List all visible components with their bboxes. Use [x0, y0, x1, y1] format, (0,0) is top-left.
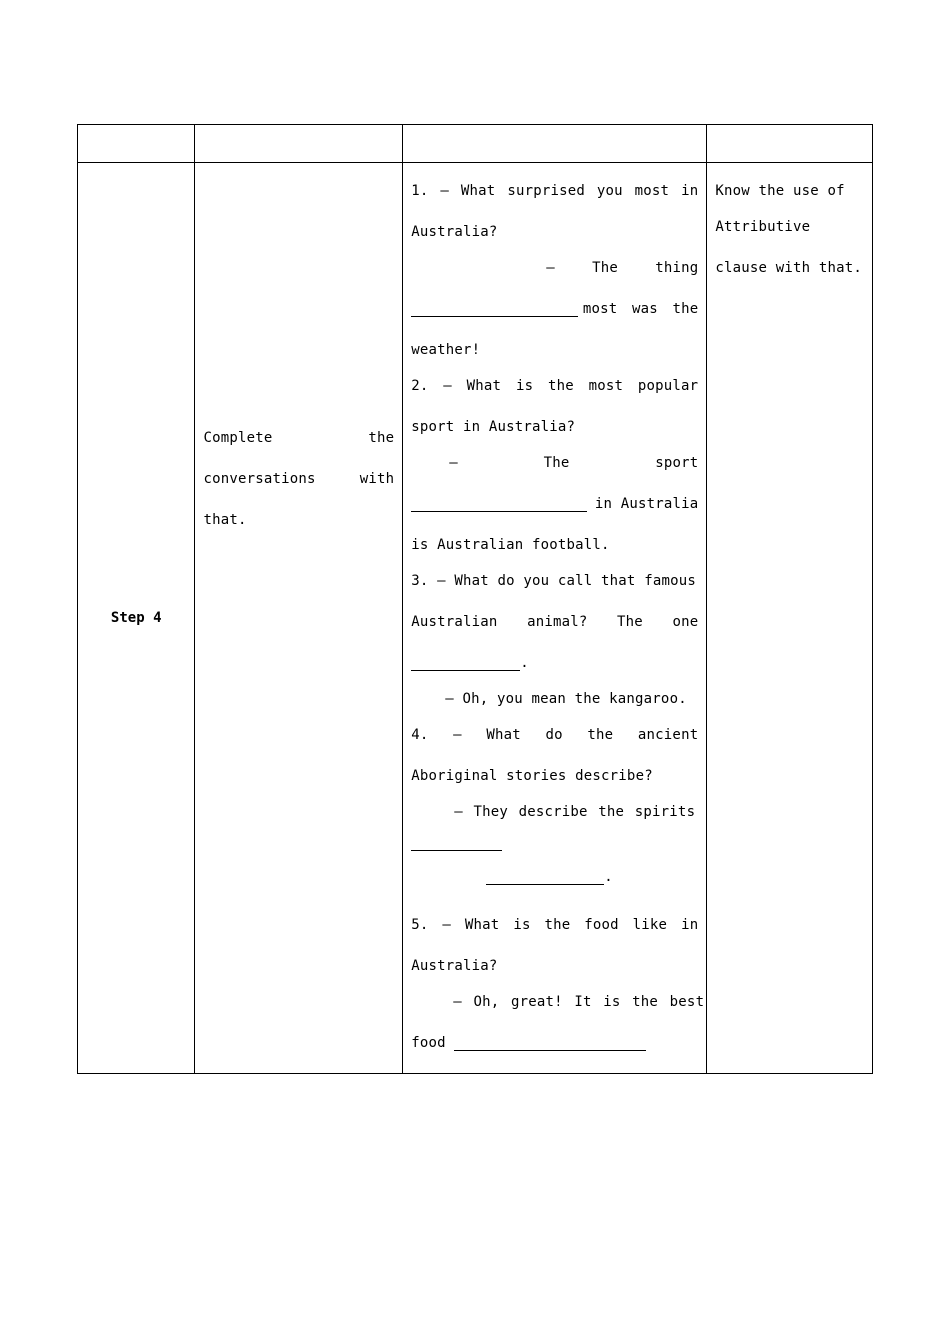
q5-line-1 [411, 917, 698, 933]
activity-word: the [368, 430, 395, 446]
exercise-word: 1. [411, 183, 429, 199]
q1-line-3 [546, 260, 698, 276]
activity-word: with [359, 471, 395, 487]
exercise-word: — [442, 917, 452, 933]
q3-line-1: 3. — What do you call that famous [411, 573, 696, 589]
exercise-word: thing [655, 260, 699, 276]
q1-line-4 [411, 301, 698, 317]
exercise-word: the [547, 378, 574, 394]
q4-line-1 [411, 727, 698, 743]
q1-line-1 [411, 183, 698, 199]
q3-line-4: — Oh, you mean the kangaroo. [445, 691, 687, 707]
activity-text [203, 430, 394, 553]
exercise-word: — [440, 183, 450, 199]
exercise-word: food [584, 917, 619, 933]
activity-cell [195, 163, 403, 1074]
exercise-word: Australian [411, 614, 498, 630]
q4-tail: . [604, 869, 613, 885]
purpose-line: Attributive [715, 219, 811, 235]
q2-line-3 [449, 455, 698, 471]
q4-line-5 [486, 869, 698, 885]
exercise-word: most [588, 378, 624, 394]
header-row [78, 125, 873, 163]
exercise-word: one [672, 614, 699, 630]
lesson-plan-table [77, 124, 873, 1074]
exercise-word: 4. [411, 727, 429, 743]
q3-line-3 [411, 655, 698, 671]
q3-tail: . [520, 655, 529, 671]
header-cell-purpose [707, 125, 873, 163]
exercise-word: What [464, 917, 500, 933]
exercise-word: — [449, 455, 458, 471]
q1-tail: most was the [582, 301, 699, 317]
purpose-cell [707, 163, 873, 1074]
exercise-word: popular [637, 378, 699, 394]
answer-blank[interactable] [454, 1035, 646, 1051]
exercise-word: surprised [507, 183, 585, 199]
step-label: Step 4 [78, 163, 195, 1074]
purpose-line: Know the use of [715, 183, 845, 199]
q4-line-4 [411, 835, 698, 851]
q1-line-2: Australia? [411, 224, 498, 240]
header-cell-step [78, 125, 195, 163]
exercise-word: in [681, 917, 699, 933]
exercise-word: most [634, 183, 670, 199]
q5-head: food [411, 1035, 446, 1051]
activity-word: that. [203, 512, 247, 528]
answer-blank[interactable] [411, 301, 578, 317]
answer-blank[interactable] [411, 655, 520, 671]
answer-blank[interactable] [411, 835, 502, 851]
content-cell [403, 163, 707, 1074]
activity-word: conversations [203, 471, 316, 487]
exercise-word: is [515, 378, 534, 394]
exercise-word: do [545, 727, 563, 743]
q5-line-2: Australia? [411, 958, 498, 974]
exercise-word: animal? [527, 614, 588, 630]
q2-line-2: sport in Australia? [411, 419, 576, 435]
step-row [78, 163, 873, 1074]
exercise-word: — [546, 260, 555, 276]
exercise-word: the [544, 917, 571, 933]
q3-line-2 [411, 614, 698, 630]
purpose-line: clause with that. [715, 260, 863, 276]
q4-line-3: — They describe the spirits [454, 804, 696, 820]
exercise-word: 2. [411, 378, 429, 394]
q2-tail: in Australia [594, 496, 699, 512]
exercise-word: in [681, 183, 699, 199]
header-cell-activity [195, 125, 403, 163]
exercise-word: you [596, 183, 623, 199]
q4-line-2: Aboriginal stories describe? [411, 768, 653, 784]
exercise-word: — [443, 378, 452, 394]
exercise-word: sport [655, 455, 699, 471]
answer-blank[interactable] [411, 496, 587, 512]
exercise-word: The [617, 614, 643, 630]
q2-line-5: is Australian football. [411, 537, 610, 553]
exercise-word: like [632, 917, 668, 933]
exercise-word: The [543, 455, 570, 471]
exercise-word: is [513, 917, 531, 933]
exercise-word: ancient [637, 727, 699, 743]
q2-line-1 [411, 378, 698, 394]
activity-word: Complete [203, 430, 273, 446]
exercise-word: 5. [411, 917, 429, 933]
q2-line-4 [411, 496, 698, 512]
exercise-word: the [587, 727, 614, 743]
header-cell-content [403, 125, 707, 163]
exercise-word: — [453, 727, 462, 743]
exercise-word: The [592, 260, 618, 276]
answer-blank[interactable] [486, 869, 604, 885]
q5-line-3: — Oh, great! It is the best [453, 994, 705, 1010]
exercise-word: What [486, 727, 521, 743]
q5-line-4 [411, 1035, 698, 1051]
exercise-word: What [460, 183, 496, 199]
exercise-word: What [466, 378, 502, 394]
q1-line-5: weather! [411, 342, 481, 358]
